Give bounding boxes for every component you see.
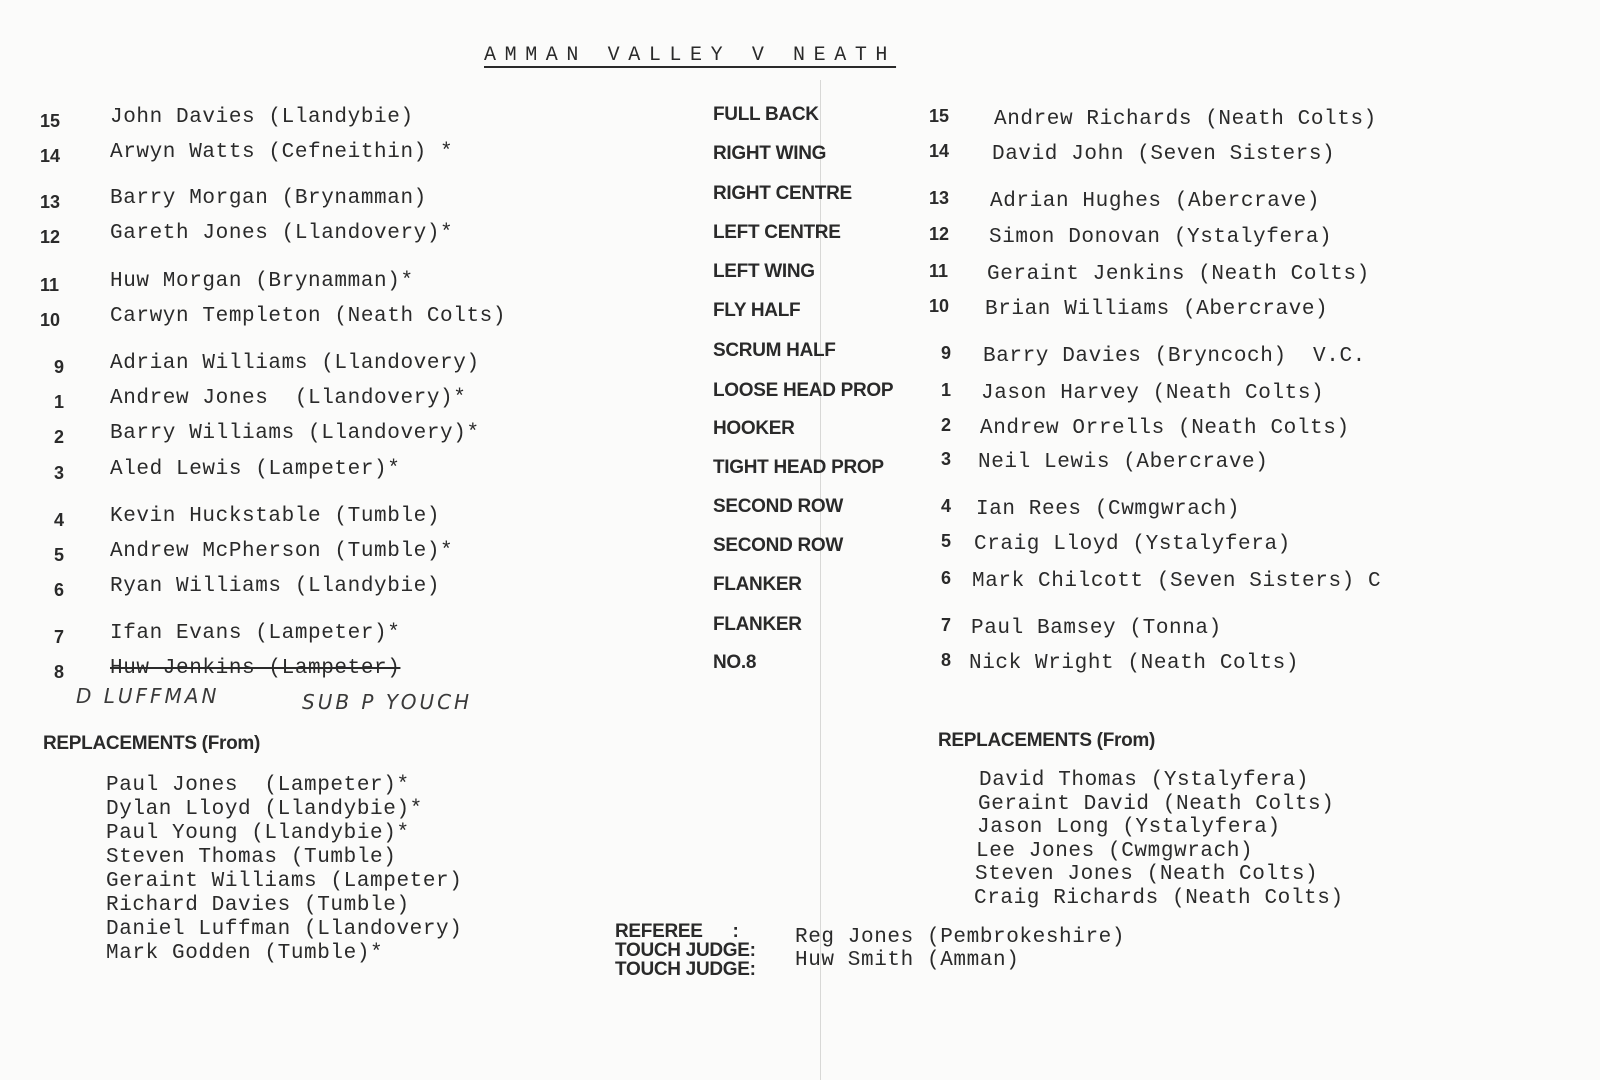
referee-name: Reg Jones (Pembrokeshire) [795, 926, 1126, 949]
home-player-name: Andrew McPherson (Tumble)* [110, 540, 454, 563]
away-player-name: David John (Seven Sisters) [992, 143, 1336, 166]
away-jersey-number: 10 [929, 296, 950, 316]
home-player-name: Ryan Williams (Llandybie) [110, 575, 441, 598]
away-player-name: Neil Lewis (Abercrave) [978, 451, 1269, 474]
away-jersey-number: 8 [941, 650, 952, 670]
referee-label: REFEREE : [615, 921, 739, 942]
away-player-name: Andrew Orrells (Neath Colts) [980, 417, 1350, 440]
home-jersey-number: 15 [40, 111, 61, 131]
position-label: HOOKER [713, 418, 795, 439]
away-jersey-number: 2 [941, 415, 952, 435]
away-replacement-name: Craig Richards (Neath Colts) [974, 886, 1344, 910]
home-player-name: Andrew Jones (Llandovery)* [110, 387, 467, 410]
away-jersey-number: 9 [941, 343, 952, 363]
away-replacement-name: Steven Jones (Neath Colts) [975, 863, 1319, 886]
home-player-name: Gareth Jones (Llandovery)* [110, 222, 454, 245]
away-player-name: Paul Bamsey (Tonna) [971, 617, 1222, 640]
home-jersey-number: 4 [54, 510, 65, 530]
away-player-name: Nick Wright (Neath Colts) [969, 652, 1300, 675]
home-replacement-name: Steven Thomas (Tumble) [106, 846, 397, 869]
away-jersey-number: 13 [929, 188, 950, 208]
home-jersey-number: 6 [54, 580, 65, 600]
away-player-name: Brian Williams (Abercrave) [985, 298, 1329, 321]
home-jersey-number: 8 [54, 662, 65, 682]
home-jersey-number: 5 [54, 545, 65, 565]
away-jersey-number: 7 [941, 615, 952, 635]
home-jersey-number: 11 [40, 275, 60, 295]
away-player-name: Geraint Jenkins (Neath Colts) [987, 263, 1370, 286]
position-label: FULL BACK [713, 104, 819, 125]
home-player-name: Adrian Williams (Llandovery) [110, 352, 480, 375]
away-replacement-name: Geraint David (Neath Colts) [978, 792, 1335, 816]
away-player-name: Craig Lloyd (Ystalyfera) [974, 533, 1291, 556]
home-replacement-name: Geraint Williams (Lampeter) [106, 870, 463, 893]
home-replacement-name: Mark Godden (Tumble)* [106, 942, 384, 965]
away-player-name: Ian Rees (Cwmgwrach) [976, 498, 1241, 521]
home-replacement-name: Daniel Luffman (Llandovery) [106, 918, 463, 941]
away-jersey-number: 4 [941, 496, 952, 516]
away-replacements-heading: REPLACEMENTS (From) [938, 730, 1156, 751]
away-jersey-number: 5 [941, 531, 952, 551]
home-replacement-name: Dylan Lloyd (Llandybie)* [106, 798, 423, 821]
home-player-name: Carwyn Templeton (Neath Colts) [110, 305, 507, 328]
home-player-name: Ifan Evans (Lampeter)* [110, 622, 401, 645]
position-label: FLANKER [713, 574, 802, 595]
away-jersey-number: 1 [941, 380, 952, 400]
position-label: SECOND ROW [713, 535, 844, 556]
handwritten-replacement: D LUFFMAN [76, 684, 220, 708]
home-replacements-heading: REPLACEMENTS (From) [43, 733, 261, 754]
touch-judge-label: TOUCH JUDGE: [615, 940, 756, 961]
home-player-name: Barry Morgan (Brynamman) [110, 187, 427, 210]
home-replacement-name: Paul Young (Llandybie)* [106, 822, 410, 845]
position-label: FLY HALF [713, 300, 801, 321]
home-jersey-number: 3 [54, 463, 65, 483]
home-player-name: Huw Morgan (Brynamman)* [110, 270, 414, 293]
away-jersey-number: 11 [929, 261, 949, 281]
home-player-name: Huw Jenkins (Lampeter) [110, 657, 401, 680]
home-player-name: Aled Lewis (Lampeter)* [110, 458, 401, 481]
position-label: LOOSE HEAD PROP [713, 380, 894, 401]
officials-labels [615, 922, 756, 979]
away-jersey-number: 12 [929, 224, 950, 244]
home-jersey-number: 10 [40, 310, 61, 330]
position-label: SECOND ROW [713, 496, 844, 517]
home-jersey-number: 2 [54, 427, 65, 447]
away-player-name: Andrew Richards (Neath Colts) [994, 108, 1377, 131]
home-player-name: Kevin Huckstable (Tumble) [110, 505, 441, 528]
position-label: RIGHT WING [713, 143, 827, 164]
position-label: RIGHT CENTRE [713, 183, 852, 204]
away-jersey-number: 3 [941, 449, 952, 469]
away-player-name: Adrian Hughes (Abercrave) [990, 190, 1321, 213]
home-player-name: Arwyn Watts (Cefneithin) * [110, 141, 454, 164]
home-jersey-number: 13 [40, 192, 61, 212]
touch-judge-label: TOUCH JUDGE: [615, 959, 756, 980]
away-replacement-name: Lee Jones (Cwmgwrach) [976, 839, 1254, 863]
position-label: TIGHT HEAD PROP [713, 457, 884, 478]
home-jersey-number: 7 [54, 627, 65, 647]
position-label: FLANKER [713, 614, 802, 635]
away-player-name: Jason Harvey (Neath Colts) [981, 382, 1325, 405]
home-player-name: John Davies (Llandybie) [110, 106, 414, 129]
position-label: SCRUM HALF [713, 340, 836, 361]
away-player-name: Simon Donovan (Ystalyfera) [989, 226, 1333, 249]
away-jersey-number: 15 [929, 106, 950, 126]
touch-judge-name: Huw Smith (Amman) [795, 949, 1020, 972]
away-replacement-name: David Thomas (Ystalyfera) [979, 769, 1310, 792]
home-replacement-name: Paul Jones (Lampeter)* [106, 774, 410, 797]
away-player-name: Barry Davies (Bryncoch) V.C. [983, 345, 1366, 368]
home-jersey-number: 1 [54, 392, 65, 412]
position-label: LEFT WING [713, 261, 815, 282]
match-title: AMMAN VALLEY V NEATH [484, 44, 897, 67]
handwritten-sub-note: SUB P YOUCH [302, 690, 473, 714]
away-replacement-name: Jason Long (Ystalyfera) [977, 816, 1281, 839]
home-jersey-number: 12 [40, 227, 61, 247]
away-jersey-number: 14 [929, 141, 950, 161]
position-label: LEFT CENTRE [713, 222, 841, 243]
position-label: NO.8 [713, 652, 757, 673]
home-replacement-name: Richard Davies (Tumble) [106, 894, 410, 917]
away-jersey-number: 6 [941, 568, 952, 588]
home-jersey-number: 14 [40, 146, 61, 166]
home-player-name: Barry Williams (Llandovery)* [110, 422, 480, 445]
away-player-name: Mark Chilcott (Seven Sisters) C [972, 570, 1382, 593]
home-jersey-number: 9 [54, 357, 65, 377]
